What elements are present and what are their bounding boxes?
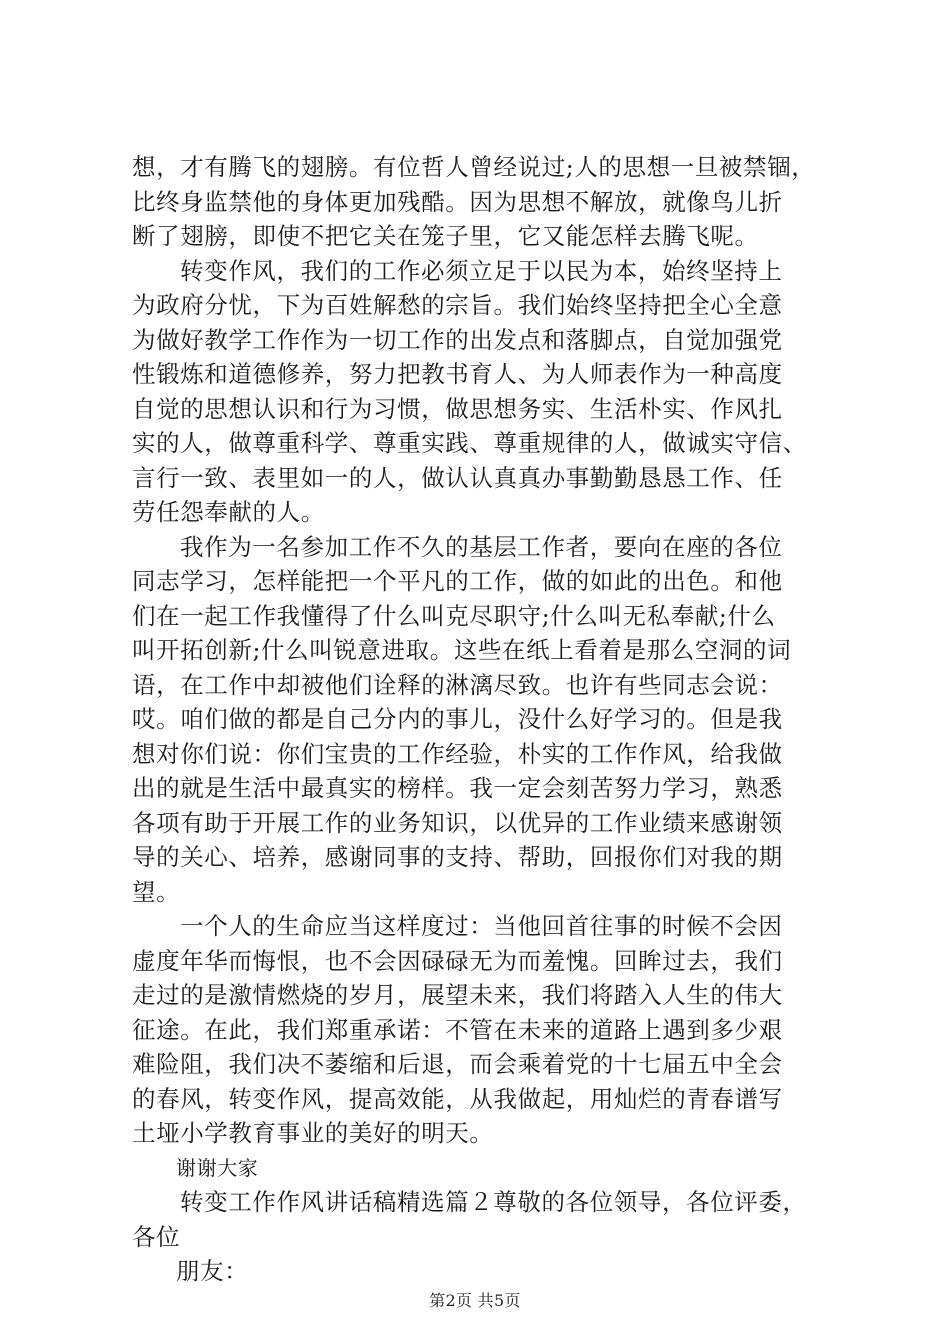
text-line: 走过的是激情燃烧的岁月，展望未来，我们将踏入人生的伟大 (132, 981, 783, 1009)
text-line: 虚度年华而悔恨，也不会因碌碌无为而羞愧。回眸过去，我们 (132, 946, 783, 975)
text-line: 一个人的生命应当这样度过：当他回首往事的时候不会因 (180, 912, 783, 940)
text-line: 为政府分忧，下为百姓解愁的宗旨。我们始终坚持把全心全意 (132, 291, 783, 319)
text-line: 比终身监禁他的身体更加残酷。因为思想不解放，就像鸟儿折 (132, 187, 783, 216)
text-line: 为做好教学工作作为一切工作的出发点和落脚点，自觉加强党 (132, 325, 783, 354)
text-line: 想对你们说：你们宝贵的工作经验，朴实的工作作风，给我做 (132, 739, 783, 768)
text-line: 征途。在此，我们郑重承诺：不管在未来的道路上遇到多少艰 (132, 1015, 783, 1044)
text-line: 同志学习，怎样能把一个平凡的工作，做的如此的出色。和他 (132, 567, 783, 595)
text-line: 望。 (132, 877, 181, 906)
text-line: 转变工作作风讲话稿精选篇２尊敬的各位领导，各位评委， (180, 1188, 807, 1216)
text-line: 出的就是生活中最真实的榜样。我一定会刻苦努力学习，熟悉 (132, 774, 783, 802)
text-line: 断了翅膀，即使不把它关在笼子里，它又能怎样去腾飞呢。 (132, 222, 759, 250)
text-line: 想，才有腾飞的翅膀。有位哲人曾经说过;人的思想一旦被禁锢， (132, 153, 816, 181)
text-line: 各位 (132, 1222, 181, 1251)
text-line: 难险阻，我们决不萎缩和后退，而会乘着党的十七届五中全会 (132, 1050, 783, 1078)
text-line: 叫开拓创新;什么叫锐意进取。这些在纸上看着是那么空洞的词 (132, 636, 792, 664)
document-body (132, 150, 832, 1289)
text-line: 自觉的思想认识和行为习惯，做思想务实、生活朴实、作风扎 (132, 394, 783, 423)
text-line: 言行一致、表里如一的人，做认认真真办事勤勤恳恳工作、任 (132, 463, 783, 492)
text-line: 哎。咱们做的都是自己分内的事儿，没什么好学习的。但是我 (132, 705, 783, 733)
text-line: 转变作风，我们的工作必须立足于以民为本，始终坚持上 (180, 256, 783, 285)
text-line: 语，在工作中却被他们诠释的淋漓尽致。也许有些同志会说： (132, 670, 783, 699)
text-line: 们在一起工作我懂得了什么叫克尽职守;什么叫无私奉献;什么 (132, 601, 776, 630)
text-line: 各项有助于开展工作的业务知识，以优异的工作业绩来感谢领 (132, 808, 783, 837)
text-line: 谢谢大家 (176, 1155, 259, 1180)
text-line: 土垭小学教育事业的美好的明天。 (132, 1119, 494, 1147)
text-line: 的春风，转变作风，提高效能，从我做起，用灿烂的青春谱写 (132, 1084, 783, 1113)
text-line: 劳任怨奉献的人。 (132, 498, 325, 526)
text-line: 朋友： (176, 1257, 249, 1285)
page-footer: 第2页 共5页 (429, 1291, 521, 1310)
text-line: 我作为一名参加工作不久的基层工作者，要向在座的各位 (180, 532, 783, 561)
text-line: 导的关心、培养，感谢同事的支持、帮助，回报你们对我的期 (132, 843, 783, 871)
text-line: 实的人，做尊重科学、尊重实践、尊重规律的人，做诚实守信、 (132, 429, 807, 457)
text-line: 性锻炼和道德修养，努力把教书育人、为人师表作为一种高度 (132, 360, 783, 388)
